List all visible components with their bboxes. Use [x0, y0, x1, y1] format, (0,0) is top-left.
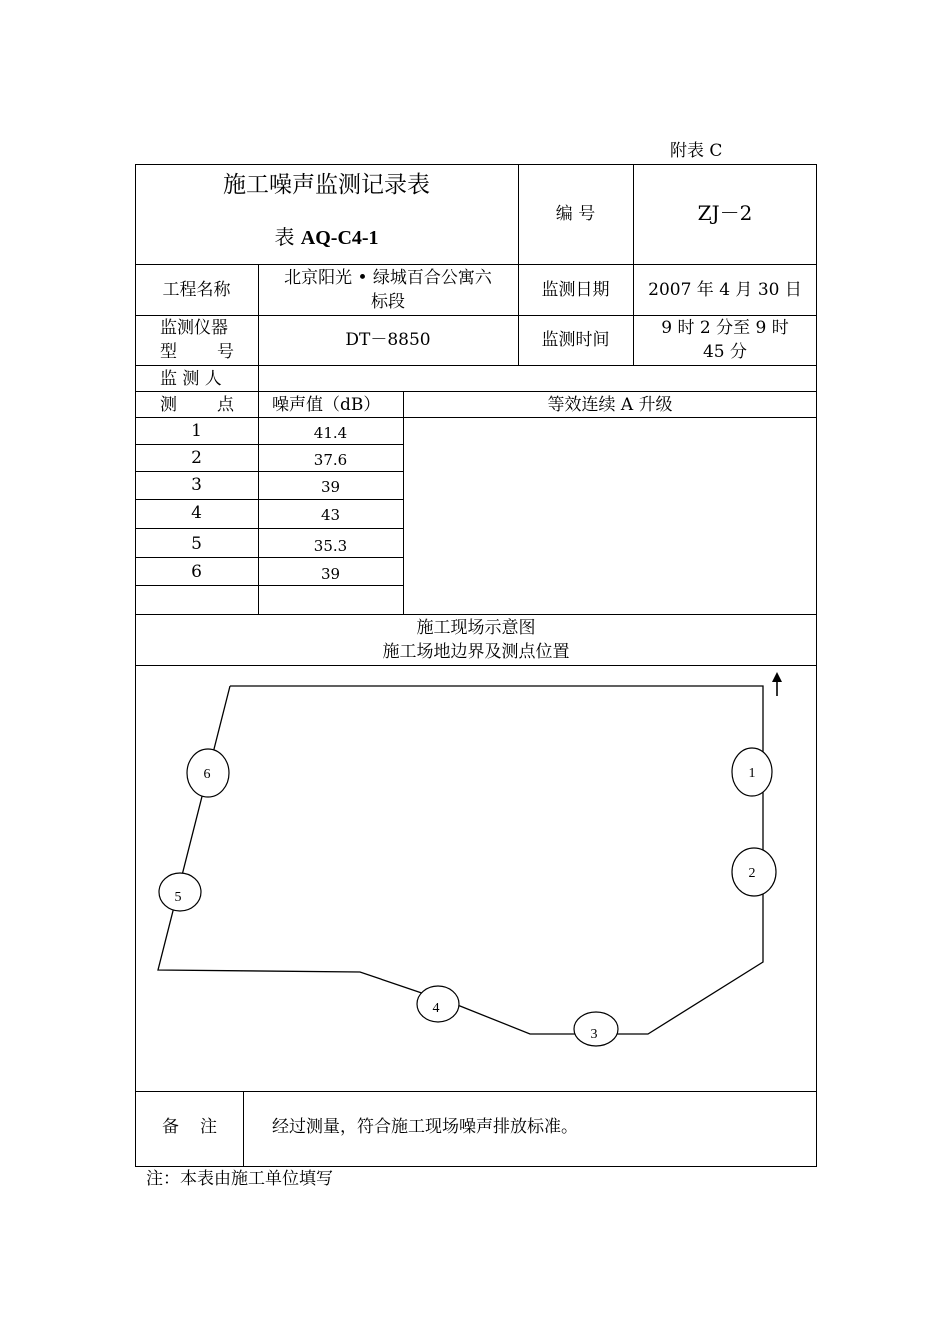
site-boundary	[158, 686, 763, 1034]
table-cell-point: 5	[191, 534, 202, 554]
measure-point-label: 1	[748, 766, 756, 781]
remarks-value: 经过测量，符合施工现场噪声排放标准。	[272, 1117, 578, 1137]
project-name-line2: 标段	[371, 292, 405, 312]
measure-point-5	[159, 873, 201, 911]
monitor-time-line1: 9 时 2 分至 9 时	[661, 318, 789, 338]
measure-point-label: 2	[748, 866, 756, 881]
table-cell-value: 39	[320, 478, 341, 496]
form-code-value: AQ-C4-1	[300, 227, 379, 249]
remarks-label-b: 注	[200, 1117, 217, 1137]
number-label: 编 号	[555, 204, 596, 224]
north-arrow-icon	[772, 672, 782, 696]
instrument-label-type: 型	[160, 342, 177, 362]
table-cell-point: 1	[191, 421, 202, 441]
instrument-label-line1: 监测仪器	[160, 318, 228, 338]
number-value: ZJ－2	[697, 201, 753, 225]
measure-point-label: 6	[203, 767, 211, 782]
table-cell-point: 3	[191, 475, 202, 495]
footnote: 注：本表由施工单位填写	[146, 1169, 333, 1189]
col-point-b: 点	[217, 395, 234, 415]
measure-point-2	[732, 848, 776, 896]
col-noise-header: 噪声值（dB）	[272, 395, 381, 415]
appendix-label: 附表 C	[670, 141, 723, 161]
table-cell-point: 2	[191, 448, 202, 468]
instrument-label-number: 号	[217, 342, 234, 362]
project-name-label: 工程名称	[162, 280, 231, 300]
table-cell-value: 35.3	[313, 537, 348, 555]
form-code-prefix: 表	[274, 225, 301, 249]
site-heading-line1: 施工现场示意图	[416, 618, 536, 638]
measure-point-6	[187, 749, 229, 797]
instrument-model: DT－8850	[345, 330, 431, 350]
remarks-label-a: 备	[162, 1117, 179, 1137]
col-leq-header: 等效连续 A 升级	[547, 395, 673, 415]
monitor-date-label: 监测日期	[541, 280, 610, 300]
table-cell-point: 4	[191, 503, 202, 523]
form-title: 施工噪声监测记录表	[223, 172, 430, 198]
measure-point-label: 5	[174, 890, 182, 905]
table-cell-value: 41.4	[313, 424, 348, 442]
monitor-time-line2: 45 分	[702, 342, 748, 362]
monitor-date-value: 2007 年 4 月 30 日	[648, 280, 802, 300]
measure-point-4	[417, 986, 459, 1022]
site-heading-line2: 施工场地边界及测点位置	[382, 642, 570, 662]
measure-point-label: 3	[590, 1027, 598, 1042]
table-cell-value: 43	[320, 506, 341, 524]
measure-point-label: 4	[432, 1001, 440, 1016]
project-name-line1: 北京阳光 • 绿城百合公寓六	[284, 268, 492, 288]
measure-point-1	[732, 748, 772, 796]
col-point-a: 测	[160, 395, 177, 415]
table-cell-point: 6	[191, 562, 202, 582]
monitor-time-label: 监测时间	[541, 330, 610, 350]
table-cell-value: 37.6	[313, 451, 348, 469]
measure-point-3	[574, 1012, 618, 1046]
table-cell-value: 39	[320, 565, 341, 583]
monitor-person-label: 监 测 人	[160, 369, 222, 389]
